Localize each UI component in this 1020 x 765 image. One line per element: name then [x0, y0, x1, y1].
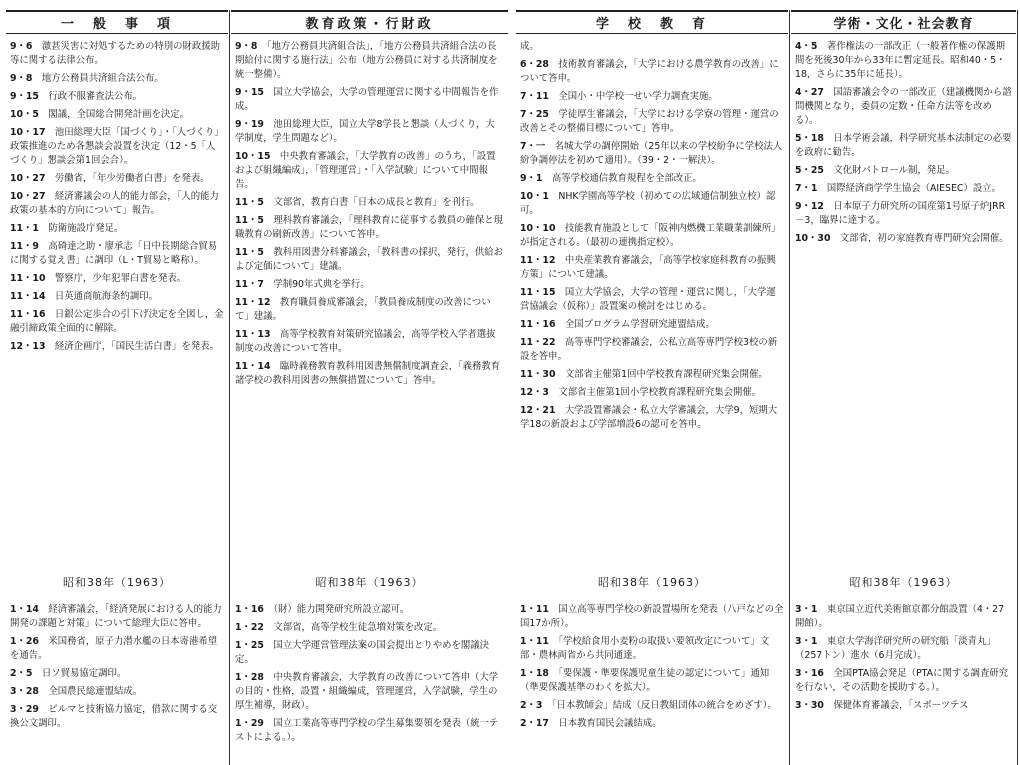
chronology-entry: [10, 340, 224, 354]
entry-date: 11・5: [235, 197, 264, 208]
entry-date: 11・16: [520, 319, 556, 330]
entry-date: 9・15: [235, 87, 264, 98]
chronology-entry: [520, 172, 784, 186]
entry-date: 1・14: [10, 604, 39, 615]
entry-date: 5・25: [795, 165, 824, 176]
entry-text: 臨時義務教育教科用図書無償制度調査会，「義務教育諸学校の教科用図書の無償措置について」答申。: [235, 361, 501, 386]
entry-date: 11・13: [235, 329, 271, 340]
chronology-entry: [235, 328, 504, 356]
entry-text: 中央産業教育審議会，「高等学校家庭科教育の振興方策」について建議。: [520, 255, 776, 280]
entry-date: 11・9: [10, 241, 39, 252]
chronology-entry: [795, 200, 1012, 228]
entry-date: 1・18: [520, 668, 549, 679]
entry-text: 日ソ貿易協定調印。: [41, 668, 127, 679]
chronology-entry: [795, 164, 1012, 178]
entry-date: 10・5: [10, 109, 39, 120]
entry-text: 激甚災害に対処するための特別の財政援助等に関する法律公布。: [10, 41, 220, 66]
entry-text: 労働省，「年少労働者白書」を発表。: [54, 173, 210, 184]
entry-date: 1・29: [235, 718, 264, 729]
entry-date: 10・17: [10, 127, 46, 138]
upper-section: [520, 40, 784, 436]
chronology-entry: [235, 296, 504, 324]
chronology-entry: [235, 717, 504, 745]
chronology-entry: [795, 667, 1012, 695]
lower-section: [520, 603, 784, 735]
chronology-entry: [10, 90, 224, 104]
entry-text: 学制90年式典を挙行。: [273, 279, 370, 290]
entry-date: 3・16: [795, 668, 824, 679]
entry-date: 11・12: [520, 255, 556, 266]
chronology-entry: [235, 196, 504, 210]
entry-text: 日本教育国民会議結成。: [558, 718, 662, 729]
column-divider: [229, 10, 230, 765]
entry-date: 9・1: [520, 173, 543, 184]
entry-date: 11・30: [520, 369, 556, 380]
chronology-entry: [235, 214, 504, 242]
entry-text: 著作権法の一部改正（一般著作権の保護期間を死後30年から33年に暫定延長。昭和40・5・18，さらに35年に延長）。: [795, 41, 1006, 80]
chronology-entry: [10, 290, 224, 304]
entry-text: 文部省，初の家庭教育専門研究会開催。: [839, 233, 1009, 244]
chronology-entry: [10, 40, 224, 68]
entry-text: 池田総理大臣「国づくり」・「人づくり」政策推進のため各懇談会設置を決定（12・5「人づくり」懇談会第1回会合）。: [10, 127, 224, 166]
entry-text: 日本原子力研究所の国産第1号原子炉JRR－3，臨界に達する。: [795, 201, 1006, 226]
entry-text: 教科用図書分科審議会，「教科書の採択，発行，供給および定価について」建議。: [235, 247, 504, 272]
chronology-entry: [235, 40, 504, 82]
chronology-entry: [520, 404, 784, 432]
entry-date: 3・28: [10, 686, 39, 697]
entry-date: 11・12: [235, 297, 271, 308]
entry-text: 国立大学運営管理法案の国会提出とりやめを閣議決定。: [235, 640, 489, 665]
entry-text: 国立大学協会，大学の管理運営に関する中間報告を作成。: [235, 87, 499, 112]
entry-text: 経済審議会の人的能力部会，「人的能力政策の基本的方向について」報告。: [10, 191, 219, 216]
upper-section: [795, 40, 1012, 250]
entry-date: 9・15: [10, 91, 39, 102]
chronology-entry: [520, 140, 784, 168]
entry-text: 日英通商航海条約調印。: [54, 291, 158, 302]
entry-date: 10・1: [520, 191, 549, 202]
chronology-entry: [235, 150, 504, 192]
entry-text: 国際経済商学学生協会（AIESEC）設立。: [826, 183, 1001, 194]
entry-date: 1・11: [520, 636, 549, 647]
entry-text: 名城大学の調停開始（25年以来の学校紛争に学校法人紛争調停法を初めて適用）。（39・2・一解決）。: [520, 141, 783, 166]
entry-date: 3・1: [795, 604, 818, 615]
entry-date: 9・12: [795, 201, 824, 212]
entry-date: 2・3: [520, 700, 543, 711]
chronology-entry: [10, 685, 224, 699]
upper-section: [10, 40, 224, 358]
entry-text: 国立大学協会，大学の管理・運営に関し，「大学運営協議会（仮称）」設置案の検討をはじめる。: [520, 287, 776, 312]
entry-date: 3・30: [795, 700, 824, 711]
entry-text: 全国農民総連盟結成。: [48, 686, 143, 697]
column-education-policy: [231, 40, 508, 765]
entry-text: 「要保護・準要保護児童生徒の認定について」通知（準要保護基準のわくを拡大）。: [520, 668, 770, 693]
entry-date: 7・25: [520, 109, 549, 120]
chronology-entry: [520, 108, 784, 136]
entry-text: 全国PTA協会発足（PTAに関する調査研究を行ない，その活動を援助する。）。: [795, 668, 1009, 693]
chronology-entry: [10, 172, 224, 186]
chronology-entry: [520, 222, 784, 250]
entry-date: 9・6: [10, 41, 33, 52]
chronology-entry: [520, 190, 784, 218]
entry-text: 高等学校教育対策研究協議会，高等学校入学者選抜制度の改善について答申。: [235, 329, 496, 354]
chronology-entry: [10, 272, 224, 286]
entry-date: 11・7: [235, 279, 264, 290]
entry-date: 10・27: [10, 173, 46, 184]
year-heading: 昭和38年（1963）: [63, 576, 171, 589]
chronology-entry: [520, 90, 784, 104]
entry-text: 中央教育審議会，「大学教育の改善」のうち，「設置および組織編成」，「管理運営」・「入学試験」について中間報告。: [235, 151, 496, 190]
entry-date: 2・5: [10, 668, 33, 679]
chronology-entry: [795, 40, 1012, 82]
chronology-entry: [10, 240, 224, 268]
header-education-policy: 教育政策・行財政: [231, 10, 508, 34]
entry-date: 11・1: [10, 223, 39, 234]
entry-text: 国語審議会令の一部改正（建議機関から諮問機関となり，委員の定数・任命方法等を改める）。: [795, 87, 1012, 126]
entry-text: 「地方公務員共済組合法」，「地方公務員共済組合法の長期給付に関する施行法」公布（地方公務員に対する共済制度を統一整備）。: [235, 41, 498, 80]
entry-date: 10・30: [795, 233, 831, 244]
chronology-entry: [795, 132, 1012, 160]
chronology-entry: [795, 603, 1012, 631]
entry-date: 2・17: [520, 718, 549, 729]
entry-date: 3・1: [795, 636, 818, 647]
entry-text: 文化財パトロール制，発足。: [833, 165, 955, 176]
entry-text: 高等専門学校審議会，公私立高等専門学校3校の新設を答申。: [520, 337, 778, 362]
entry-date: 11・15: [520, 287, 556, 298]
chronology-entry: [795, 182, 1012, 196]
entry-text: 国立高等専門学校の新設置場所を発表（八戸などの全国17か所）。: [520, 604, 784, 629]
entry-text: 行政不服審査法公布。: [48, 91, 143, 102]
chronology-entry: [520, 667, 784, 695]
entry-date: 10・27: [10, 191, 46, 202]
chronology-entry: [235, 278, 504, 292]
chronology-entry: [795, 699, 1012, 713]
entry-date: 9・8: [235, 41, 258, 52]
chronology-entry: [235, 360, 504, 388]
entry-date: 7・一: [520, 141, 546, 152]
entry-text: 全国プログラム学習研究連盟結成。: [564, 319, 715, 330]
entry-date: 11・14: [10, 291, 46, 302]
chronology-entry: [795, 86, 1012, 128]
column-school-education: [516, 40, 788, 765]
lower-section: [795, 603, 1012, 717]
chronology-entry: [520, 286, 784, 314]
entry-date: 4・27: [795, 87, 824, 98]
entry-text: 経済審議会，「経済発展における人的能力開発の課題と対策」について総理大臣に答申。: [10, 604, 222, 629]
entry-text: 日銀公定歩合の引下げ決定を全図し，金融引締政策全面的に解除。: [10, 309, 224, 334]
entry-text: NHK学園高等学校（初めての広域通信制独立校）認可。: [520, 191, 776, 216]
entry-date: 9・19: [235, 119, 264, 130]
chronology-entry: [520, 699, 784, 713]
chronology-entry: [235, 603, 504, 617]
entry-date: 12・21: [520, 405, 556, 416]
entry-date: 12・3: [520, 387, 549, 398]
chronology-entry: [795, 232, 1012, 246]
chronology-entry: [10, 703, 224, 731]
entry-date: 12・13: [10, 341, 46, 352]
entry-date: 3・29: [10, 704, 39, 715]
upper-section: [235, 40, 504, 392]
entry-date: 5・18: [795, 133, 824, 144]
column-divider: [1017, 10, 1018, 765]
entry-date: 1・26: [10, 636, 39, 647]
column-general-affairs: [6, 40, 228, 765]
entry-date: 1・11: [520, 604, 549, 615]
entry-text: 東京国立近代美術館京都分館設置（4・27開館）。: [795, 604, 1005, 629]
chronology-entry: [235, 621, 504, 635]
entry-date: 11・5: [235, 215, 264, 226]
chronology-entry: [10, 108, 224, 122]
chronology-entry: [520, 318, 784, 332]
chronology-entry: [235, 246, 504, 274]
entry-text: ビルマと技術協力協定，借款に関する交換公文調印。: [10, 704, 218, 729]
entry-date: 1・25: [235, 640, 264, 651]
entry-date: 7・11: [520, 91, 549, 102]
chronology-entry: [520, 40, 784, 54]
entry-date: 10・15: [235, 151, 271, 162]
entry-text: 文部省，教育白書「日本の成長と教育」を刊行。: [273, 197, 480, 208]
chronology-entry: [235, 639, 504, 667]
entry-text: （財）能力開発研究所設立認可。: [273, 604, 410, 615]
entry-text: 「学校給食用小麦粉の取扱い要領改定について」文部・農林両省から共同通達。: [520, 636, 770, 661]
year-heading: 昭和38年（1963）: [598, 576, 706, 589]
entry-text: 理科教育審議会，「理科教育に従事する教員の確保と現職教育の刷新改善」について答申。: [235, 215, 504, 240]
chronology-entry: [10, 667, 224, 681]
chronology-entry: [235, 86, 504, 114]
header-general-affairs: 一 般 事 項: [6, 10, 228, 34]
entry-date: 11・5: [235, 247, 264, 258]
header-academic-culture: 学術・文化・社会教育: [791, 10, 1016, 34]
entry-text: 地方公務員共済組合法公布。: [41, 73, 164, 84]
entry-text: 「日本教師会」結成（反日教組団体の統合をめざす）。: [551, 700, 777, 711]
chronology-entry: [10, 635, 224, 663]
entry-date: 7・1: [795, 183, 818, 194]
chronology-entry: [235, 671, 504, 713]
entry-text: 文部省主催第1回小学校教育課程研究集会開催。: [558, 387, 762, 398]
entry-date: 1・22: [235, 622, 264, 633]
chronology-entry: [520, 368, 784, 382]
entry-text: 文部省主催第1回中学校教育課程研究集会開催。: [564, 369, 768, 380]
entry-text: 池田総理大臣，国立大学8学長と懇談（人づくり，大学制度，学生問題など）。: [235, 119, 495, 144]
chronology-entry: [520, 386, 784, 400]
entry-date: 9・8: [10, 73, 33, 84]
entry-text: 米国務省，原子力潜水艦の日本寄港希望を通告。: [10, 636, 218, 661]
column-academic-culture: [791, 40, 1016, 765]
entry-text: 技術教育審議会，「大学における農学教育の改善」について答申。: [520, 59, 779, 84]
chronology-entry: [10, 126, 224, 168]
lower-section: [10, 603, 224, 735]
chronology-entry: [10, 72, 224, 86]
entry-date: 4・5: [795, 41, 818, 52]
entry-text: 東京大学海洋研究所の研究船「淡青丸」（257トン）進水（6月完成）。: [795, 636, 996, 661]
chronology-entry: [520, 603, 784, 631]
entry-date: 1・16: [235, 604, 264, 615]
entry-text: 高等学校通信教育規程を全部改正。: [551, 173, 702, 184]
entry-text: 大学設置審議会・私立大学審議会，大学9，短期大学18の新設および学部増設6の認可を答申。: [520, 405, 778, 430]
chronology-entry: [520, 58, 784, 86]
entry-text: 国立工業高等専門学校の学生募集要領を発表（統一テストによる。）。: [235, 718, 499, 743]
chronology-entry: [10, 603, 224, 631]
entry-text: 技能教育施設として「阪神内燃機工業職業訓練所」が指定される。（最初の連携指定校）。: [520, 223, 781, 248]
entry-text: 成。: [520, 41, 539, 52]
entry-date: 1・28: [235, 672, 264, 683]
entry-text: 教育職員養成審議会，「教員養成制度の改善について」建議。: [235, 297, 491, 322]
entry-text: 日本学術会議，科学研究基本法制定の必要を政府に勧告。: [795, 133, 1012, 158]
column-divider: [789, 10, 790, 765]
chronology-entry: [795, 635, 1012, 663]
header-school-education: 学 校 教 育: [516, 10, 788, 34]
entry-text: 高碕達之助・廖承志「日中長期総合貿易に関する覚え書」に調印（L・T貿易と略称）。: [10, 241, 218, 266]
entry-text: 中央教育審議会，大学教育の改善について答申（大学の目的・性格，設置・組織編成，管理運営，入学試験，学生の厚生補導，財政）。: [235, 672, 499, 711]
chronology-entry: [520, 635, 784, 663]
entry-text: 全国小・中学校一せい学力調査実施。: [558, 91, 718, 102]
chronology-entry: [10, 190, 224, 218]
year-heading: 昭和38年（1963）: [315, 576, 424, 589]
chronology-entry: [10, 222, 224, 236]
entry-text: 学徒厚生審議会，「大学における学寮の管理・運営の改善とその整備目標について」答申。: [520, 109, 779, 134]
year-heading: 昭和38年（1963）: [849, 576, 958, 589]
entry-text: 文部省，高等学校生徒急増対策を改定。: [273, 622, 443, 633]
chronology-entry: [10, 308, 224, 336]
entry-text: 防衛施設庁発足。: [48, 223, 124, 234]
chronology-entry: [235, 118, 504, 146]
entry-date: 11・22: [520, 337, 556, 348]
chronology-entry: [520, 336, 784, 364]
entry-date: 11・16: [10, 309, 46, 320]
entry-text: 保健体育審議会，「スポーツテス: [833, 700, 969, 711]
entry-text: 経済企画庁，「国民生活白書」を発表。: [54, 341, 219, 352]
chronology-entry: [520, 254, 784, 282]
entry-text: 警察庁，少年犯罪白書を発表。: [54, 273, 187, 284]
entry-date: 11・10: [10, 273, 46, 284]
entry-date: 11・14: [235, 361, 271, 372]
chronology-entry: [520, 717, 784, 731]
entry-date: 6・28: [520, 59, 549, 70]
entry-date: 10・10: [520, 223, 556, 234]
lower-section: [235, 603, 504, 749]
entry-text: 閣議，全国総合開発計画を決定。: [48, 109, 189, 120]
